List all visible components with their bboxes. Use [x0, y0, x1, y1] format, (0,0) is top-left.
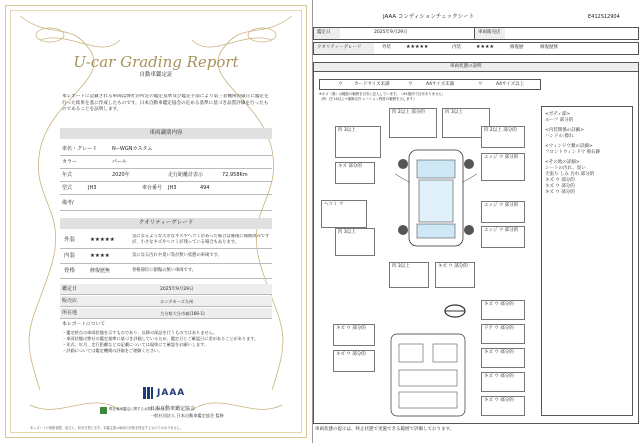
damage-box: エッジ ウ 部分的	[481, 201, 525, 223]
detail-line: <ボディ部>	[545, 112, 571, 117]
damage-box: キズ 部分的	[335, 162, 375, 184]
row-note	[60, 195, 272, 211]
grade-frame-text: 骨格部位に損傷の無い車両です。	[132, 268, 197, 273]
header-row-date	[313, 27, 639, 40]
grade-interior-text: 気になる汚れや臭い等が無い状態の車両です。	[132, 253, 222, 258]
row-dealer-value	[60, 296, 272, 307]
damage-box: 凹 3以上	[389, 262, 429, 288]
report-title: U-car Grading Report	[73, 53, 239, 71]
cert-small: 弊社車両鑑定に関するお問い合わせ	[109, 407, 165, 411]
damage-box: キズ ウ 部分的	[333, 350, 375, 372]
damage-box: 凹 3以上	[335, 228, 375, 256]
name-value: N−WGNカスタム	[112, 146, 153, 152]
row-color	[60, 156, 272, 169]
grade-exterior-stars: ★★★★★	[90, 237, 115, 243]
row-name	[60, 143, 272, 156]
quality-label: クオリティーグレード	[317, 45, 362, 50]
header-row-quality	[313, 42, 639, 55]
damage-box: キズ ウ 部分的	[481, 348, 525, 368]
damage-box: 凹 2以上 部分的	[389, 108, 437, 138]
row-type	[60, 182, 272, 195]
int-label: 内装	[452, 45, 461, 50]
grade-interior-label: 内装	[64, 253, 76, 259]
dealer-value: ホンダカーズ九州	[160, 299, 194, 304]
quality-section-header: クオリティーグレード	[60, 218, 272, 229]
name-label: 車名・グレード	[62, 146, 98, 152]
detail-line: フロントウィンドウ 飛石跡	[545, 150, 601, 155]
grade-frame-label: 骨格	[64, 268, 76, 274]
int-stars: ★★★★	[476, 44, 494, 50]
detail-line: <内装関係の詳細>	[545, 128, 585, 133]
grade-exterior	[60, 232, 272, 249]
sheet-footer-note: 車両状態の提示は、終止状態で実施できる範囲で評価しております。	[315, 427, 455, 432]
damage-box: エッジ ウ 部分的	[481, 153, 525, 181]
address-label: 所在地	[62, 310, 78, 316]
vehicle-section-header: 車両識別内容	[60, 128, 272, 139]
legend-code: ウ	[408, 82, 413, 87]
legend-bar	[319, 79, 541, 90]
grading-report-page	[0, 0, 312, 443]
grade-frame	[60, 264, 272, 279]
frame-value: 修復歴無	[540, 45, 558, 50]
condition-check-sheet	[313, 0, 640, 443]
dealer-label: 販売店	[62, 298, 78, 304]
status-title: 車両状態の説明	[450, 64, 482, 69]
chassis-value: JH3	[168, 185, 177, 191]
type-value: JH3	[88, 185, 97, 191]
date-value: 2025年9月29日	[374, 30, 408, 35]
year-value: 2020年	[112, 172, 130, 178]
note-item: ・鑑定時点の車両状態を示すものであり、以降の保証を行うものではありません。	[62, 330, 218, 335]
report-subtitle: 自動車鑑定証	[139, 72, 173, 78]
appraisal-date-label: 鑑定日	[62, 286, 78, 292]
damage-box: 凹 2以上 部分的	[481, 126, 525, 148]
type-label: 型式	[62, 185, 73, 191]
cert-icon	[100, 407, 107, 414]
note-item: ・車両状態は弊社の鑑定基準に基づき評価しているため、鑑定日とご確認日に差があることがあります。	[62, 336, 259, 341]
intro-text: 本レポートに記載される車両は弊社が所定の鑑定基準及び鑑定手法により第三者機関が厳正に鑑定を行った結果を基に作成したものです。日本自動車鑑定協会の定める基準に基づき品質評価を行ったものであることを証明します。	[62, 94, 269, 112]
location-label: 車両販売店	[478, 30, 501, 35]
row-address-value	[60, 308, 272, 319]
note-item: ・年式、年月、走行距離などの記載については現車にて確認をお願いします。	[62, 342, 209, 347]
legend-note-1: ※キズ（傷）は撮影の範囲を目安に記入しています。（※1箇所で目安ありません）	[319, 92, 446, 96]
appraisal-date-value: 2025年9月29日	[160, 287, 194, 292]
legend-note-2: （例：凹 10以上→補修以外 レーション程度の範囲を示します）	[319, 97, 417, 101]
grade-interior-stars: ★★★★	[90, 253, 110, 259]
ext-stars: ★★★★★	[406, 44, 429, 50]
legend-text: A4サイズ未満	[426, 82, 455, 87]
mileage-value: 72,958Km	[222, 172, 248, 178]
details-panel	[541, 106, 633, 416]
chassis-label: 車台番号	[142, 185, 163, 191]
damage-box: エッジ ウ 部分的	[481, 226, 525, 248]
grade-interior	[60, 249, 272, 264]
note-label: 備考/	[62, 200, 74, 206]
detail-line: キズ ウ 部分的	[545, 178, 575, 183]
chassis-suffix: 494	[200, 185, 210, 191]
damage-box: キズ ウ 部分的	[481, 372, 525, 392]
mileage-label: 走行距離計表示	[168, 172, 204, 178]
damage-box: キズ ウ 部分的	[435, 262, 475, 288]
legend-code: ウ	[338, 82, 343, 87]
color-value: パール	[112, 159, 127, 165]
steering-wheel-icon	[443, 303, 467, 319]
detail-line: ハンドル:擦れ	[545, 134, 574, 139]
detail-line: <ウィンドウ類の詳細>	[545, 144, 593, 149]
year-label: 年式	[62, 172, 73, 178]
notes-title: 本レポートについて	[62, 322, 106, 327]
damage-box: ヘコミ ウ	[321, 200, 367, 228]
damage-box: キズ ウ 部分的	[481, 396, 525, 416]
grade-exterior-label: 外装	[64, 237, 76, 243]
legend-text: カードサイズ未満	[354, 82, 390, 87]
detail-line: キズ ウ 部分的	[545, 184, 575, 189]
grade-frame-value: 修復歴無	[90, 268, 111, 274]
car-top-diagram	[391, 142, 481, 252]
sheet-title: JAAA コンディションチェックシート	[383, 14, 475, 20]
ext-label: 外装	[382, 45, 391, 50]
color-label: カラー	[62, 159, 78, 165]
left-footer: 本レポートの無断複製、改ざん、転用を禁じます。本鑑定書は車両の状態を保証するものではありません。	[30, 426, 184, 430]
grade-exterior-text: 気になるような大きなキズやヘコミがあった場合は修復に補修済みですが、小さなキズやヘコミが残っている場合もあります。	[132, 234, 270, 245]
damage-box: キズ ウ 部分的	[481, 300, 525, 320]
row-year	[60, 169, 272, 182]
detail-line: ルーフ 部分的	[545, 118, 574, 123]
damage-box: 凹 3以上	[335, 126, 381, 158]
notes-list	[62, 330, 272, 354]
detail-line: キズ ウ 部分的	[545, 190, 575, 195]
legend-text: A4サイズ以上	[496, 82, 525, 87]
detail-line: シートの汚れ、臭い	[545, 166, 586, 171]
damage-box: ドア ウ 部分的	[481, 324, 525, 344]
doc-id: E412S12904	[588, 14, 620, 20]
legend-code: ウ	[478, 82, 483, 87]
detail-line: <その他の詳細>	[545, 160, 580, 165]
jaaa-mark-icon	[142, 386, 154, 400]
note-item: ・評価については鑑定機関の評価をご理解ください。	[62, 348, 163, 353]
damage-box: 凹 3以上	[442, 108, 490, 138]
row-appraisal-date-value	[60, 285, 272, 295]
date-label: 鑑定日	[317, 30, 331, 35]
org-line1: 日本自動車鑑定協会	[150, 406, 196, 412]
frame-label: 修復歴	[510, 45, 524, 50]
damage-box: キズ ウ 部分的	[333, 324, 375, 346]
status-header	[313, 62, 639, 72]
interior-diagram	[383, 330, 473, 420]
detail-line: 天張り しみ 汚れ 部分的	[545, 172, 595, 177]
org-line2: 一般社団法人 日本自動車鑑定協会 監修	[150, 413, 224, 418]
address-value: 大分県大分市森(166-1)	[160, 311, 205, 316]
jaaa-logo-text: JAAA	[157, 388, 186, 398]
